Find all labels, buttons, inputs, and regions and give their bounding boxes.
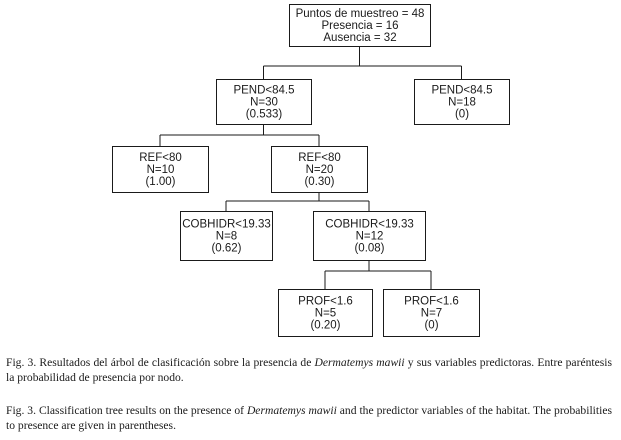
node-prof-left-line-2: N=5 [314, 307, 337, 320]
node-cob-right [314, 212, 426, 261]
node-ref-left-line-1: REF<80 [139, 151, 182, 164]
node-cob-left-line-2: N=8 [215, 230, 238, 243]
caption-es-text-1: Fig. 3. Resultados del árbol de clasificación sobre la presencia de [6, 356, 315, 369]
caption-es-text-2: y sus variables predictoras. Entre paréntesis la probabilidad de presencia por nodo. [6, 356, 612, 384]
node-ref-right-line-3: (0.30) [304, 176, 335, 189]
node-root [290, 5, 431, 47]
node-prof-left-line-1: PROF<1.6 [298, 295, 353, 308]
node-pend-left-line-2: N=30 [250, 96, 278, 109]
node-pend-right [415, 80, 510, 125]
node-ref-right [272, 147, 368, 193]
node-prof-left [279, 290, 373, 337]
node-root-line-2: Presencia = 16 [321, 20, 399, 32]
caption-english [6, 403, 612, 433]
node-root-line-1: Puntos de muestreo = 48 [295, 7, 425, 20]
node-cob-left [181, 212, 273, 261]
caption-en-text-1: Fig. 3. Classification tree results on the presence of [6, 404, 247, 417]
node-ref-left-line-3: (1.00) [145, 176, 176, 189]
tree-nodes [113, 5, 510, 337]
node-cob-left-line-1: COBHIDR<19.33 [182, 218, 271, 231]
caption-en-species: Dermatemys mawii [246, 404, 337, 417]
node-pend-right-line-2: N=18 [448, 96, 476, 109]
node-pend-left-line-3: (0.533) [245, 108, 283, 121]
node-prof-left-line-3: (0.20) [310, 319, 341, 332]
caption-spanish [6, 355, 612, 385]
node-ref-right-line-1: REF<80 [298, 151, 341, 164]
node-ref-left [113, 147, 209, 193]
node-prof-right [384, 290, 480, 337]
node-root-line-3: Ausencia = 32 [323, 32, 397, 45]
node-cob-right-line-3: (0.08) [354, 242, 385, 255]
node-pend-right-line-1: PEND<84.5 [431, 84, 493, 97]
node-cob-left-line-3: (0.62) [211, 242, 242, 255]
node-ref-right-line-2: N=20 [305, 164, 334, 176]
node-ref-left-line-2: N=10 [146, 164, 175, 176]
node-pend-right-line-3: (0) [454, 108, 470, 121]
node-prof-right-line-3: (0) [424, 319, 439, 332]
node-cob-right-line-1: COBHIDR<19.33 [325, 218, 414, 231]
node-pend-left [217, 80, 312, 125]
node-cob-right-line-2: N=12 [355, 230, 384, 243]
caption-es-species: Dermatemys mawii [314, 356, 405, 369]
node-prof-right-line-1: PROF<1.6 [404, 295, 459, 308]
node-pend-left-line-1: PEND<84.5 [233, 84, 295, 97]
node-prof-right-line-2: N=7 [420, 307, 443, 320]
caption-en-text-2: and the predictor variables of the habitat. The probabilities to presence are given in parentheses. [6, 404, 612, 432]
